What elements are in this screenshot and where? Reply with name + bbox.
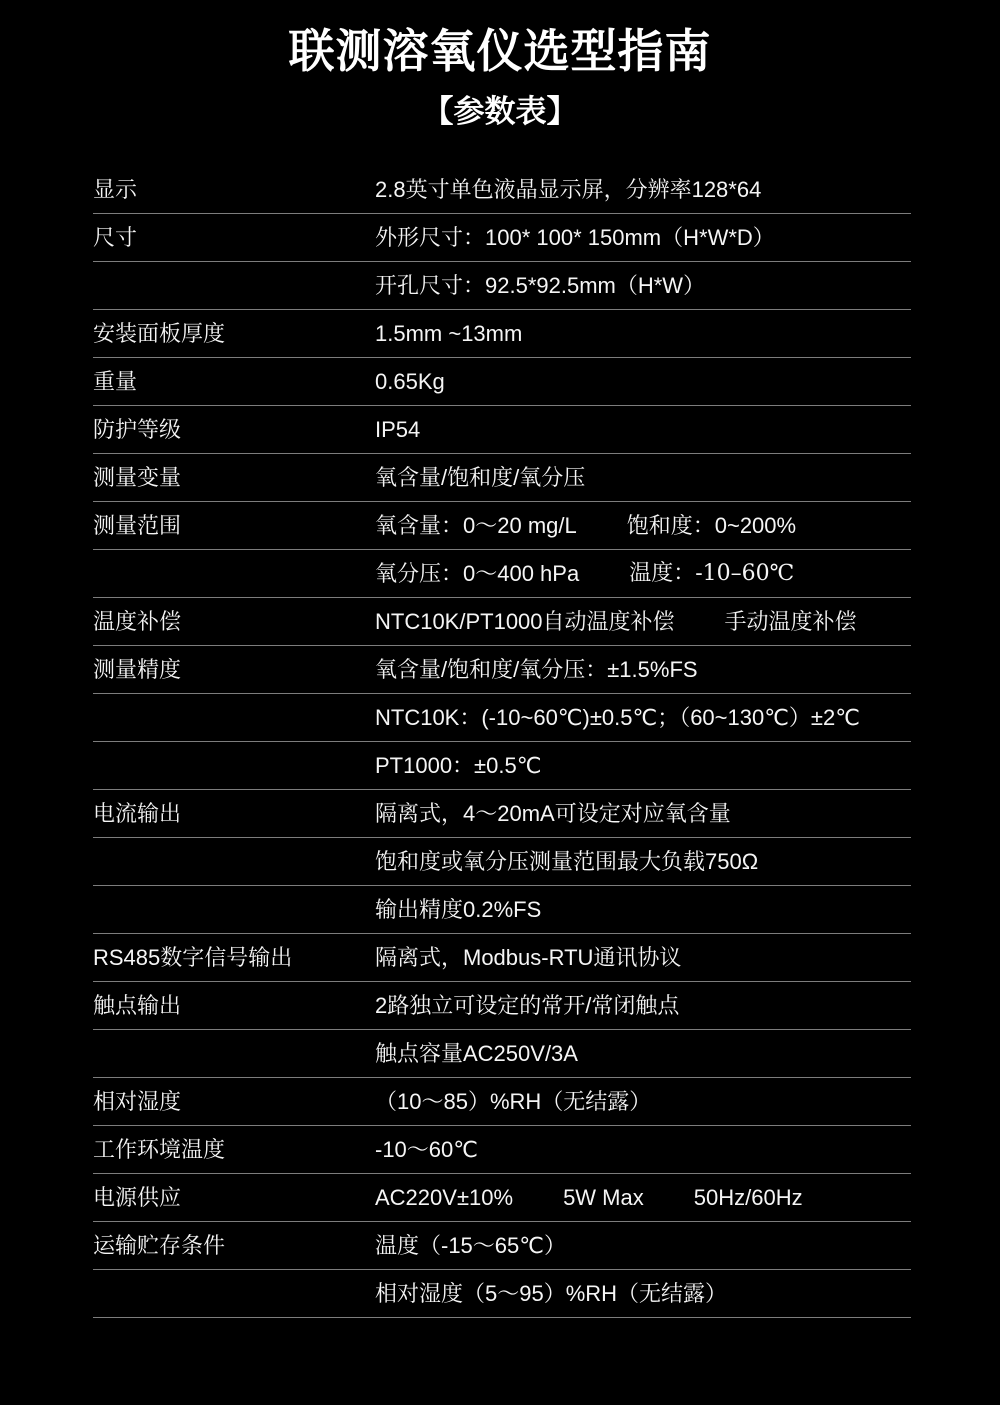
value-segment: 外形尺寸：100* 100* 150mm（H*W*D） xyxy=(375,224,775,250)
row-label: 相对湿度 xyxy=(93,1088,182,1114)
value-segment: 开孔尺寸：92.5*92.5mm（H*W） xyxy=(375,272,706,298)
row-label: 重量 xyxy=(93,368,138,394)
value-segment: 手动温度补偿 xyxy=(724,608,857,634)
table-row xyxy=(93,1270,911,1318)
row-value xyxy=(375,897,911,923)
value-segment: 饱和度或氧分压测量范围最大负载750Ω xyxy=(375,848,759,874)
table-row xyxy=(93,1174,911,1222)
table-row xyxy=(93,742,911,790)
row-value xyxy=(375,1089,911,1115)
value-segment: PT1000：±0.5℃ xyxy=(375,752,542,778)
value-segment: 饱和度：0~200% xyxy=(626,512,797,538)
page-subtitle: 【参数表】 xyxy=(422,94,578,129)
row-value xyxy=(375,513,911,539)
value-segment: 相对湿度（5～95）%RH（无结露） xyxy=(375,1280,728,1306)
value-segment: 氧含量/饱和度/氧分压 xyxy=(375,464,586,490)
row-label: 运输贮存条件 xyxy=(93,1232,226,1258)
row-label: 防护等级 xyxy=(93,416,182,442)
row-value xyxy=(375,369,911,395)
table-row xyxy=(93,166,911,214)
row-value xyxy=(375,417,911,443)
table-row xyxy=(93,454,911,502)
table-row xyxy=(93,1126,911,1174)
value-segment: 输出精度0.2%FS xyxy=(375,896,542,922)
row-value xyxy=(375,1233,911,1259)
row-label: 触点输出 xyxy=(93,992,182,1018)
table-row xyxy=(93,886,911,934)
row-value xyxy=(375,705,911,731)
row-label: 显示 xyxy=(93,176,138,202)
table-row xyxy=(93,598,911,646)
row-label: 温度补偿 xyxy=(93,608,182,634)
value-segment: 5W Max xyxy=(563,1184,644,1210)
value-segment: 2路独立可设定的常开/常闭触点 xyxy=(375,992,680,1018)
row-value xyxy=(375,1137,911,1163)
table-row xyxy=(93,502,911,550)
value-segment: IP54 xyxy=(375,416,421,442)
row-value xyxy=(375,1281,911,1307)
row-value xyxy=(375,273,911,299)
value-segment: 0.65Kg xyxy=(375,368,445,394)
value-segment: 隔离式，4～20mA可设定对应氧含量 xyxy=(375,800,731,826)
row-value xyxy=(375,849,911,875)
row-value xyxy=(375,321,911,347)
table-row xyxy=(93,1222,911,1270)
value-segment: 温度（-15～65℃） xyxy=(375,1232,566,1258)
table-row xyxy=(93,550,911,598)
table-row xyxy=(93,934,911,982)
row-value xyxy=(375,945,911,971)
row-value xyxy=(375,993,911,1019)
table-row xyxy=(93,262,911,310)
table-row xyxy=(93,406,911,454)
table-row xyxy=(93,790,911,838)
table-row xyxy=(93,310,911,358)
value-segment: AC220V±10% xyxy=(375,1184,514,1210)
table-row xyxy=(93,646,911,694)
row-value xyxy=(375,561,911,587)
row-label: 工作环境温度 xyxy=(93,1136,226,1162)
value-segment: 隔离式，Modbus-RTU通讯协议 xyxy=(375,944,682,970)
value-segment: NTC10K/PT1000自动温度补偿 xyxy=(375,608,675,634)
row-value xyxy=(375,609,911,635)
value-segment: 氧含量/饱和度/氧分压：±1.5%FS xyxy=(375,656,698,682)
value-segment: 触点容量AC250V/3A xyxy=(375,1040,578,1066)
table-row xyxy=(93,358,911,406)
spec-table xyxy=(93,166,911,1318)
value-segment: 50Hz/60Hz xyxy=(693,1184,803,1210)
row-value xyxy=(375,225,911,251)
table-row xyxy=(93,1078,911,1126)
value-segment: NTC10K：(-10~60℃)±0.5℃；（60~130℃）±2℃ xyxy=(375,704,860,730)
row-label: 测量范围 xyxy=(93,512,182,538)
table-row xyxy=(93,694,911,742)
row-label: 尺寸 xyxy=(93,224,138,250)
row-label: 安装面板厚度 xyxy=(93,320,226,346)
row-value xyxy=(375,657,911,683)
value-segment: 氧分压：0～400 hPa xyxy=(375,560,580,586)
table-row xyxy=(93,838,911,886)
row-value xyxy=(375,465,911,491)
page-title: 联测溶氧仪选型指南 xyxy=(288,25,712,77)
row-value xyxy=(375,1185,911,1211)
value-segment: 1.5mm ~13mm xyxy=(375,320,523,346)
row-label: 电流输出 xyxy=(93,800,182,826)
value-segment: 2.8英寸单色液晶显示屏，分辨率128*64 xyxy=(375,176,762,202)
row-label: RS485数字信号输出 xyxy=(93,944,293,970)
table-row xyxy=(93,214,911,262)
value-segment: 氧含量：0～20 mg/L xyxy=(375,512,577,538)
row-label: 电源供应 xyxy=(93,1184,182,1210)
row-label: 测量精度 xyxy=(93,656,182,682)
value-segment: （10～85）%RH（无结露） xyxy=(375,1088,652,1114)
row-value xyxy=(375,801,911,827)
table-row xyxy=(93,982,911,1030)
value-segment: -10～60℃ xyxy=(375,1136,478,1162)
row-label: 测量变量 xyxy=(93,464,182,490)
row-value xyxy=(375,1041,911,1067)
value-segment: 温度：-10–60℃ xyxy=(629,560,795,586)
row-value xyxy=(375,177,911,203)
row-value xyxy=(375,753,911,779)
table-row xyxy=(93,1030,911,1078)
